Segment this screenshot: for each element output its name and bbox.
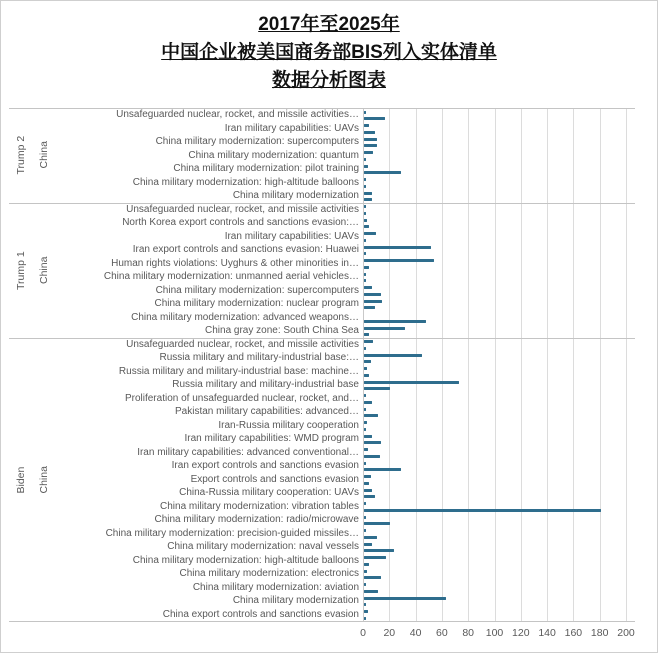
bar: [364, 583, 366, 586]
bar: [364, 266, 369, 269]
gridline: [626, 108, 627, 621]
x-tick-label: 120: [512, 627, 530, 639]
bar: [364, 286, 372, 289]
x-tick-label: 80: [462, 627, 475, 639]
bar: [364, 462, 366, 465]
bar: [364, 421, 367, 424]
group-president-label: Biden: [15, 465, 27, 493]
bar: [364, 293, 381, 296]
bar: [364, 536, 377, 539]
bar: [364, 408, 366, 411]
bar: [364, 495, 375, 498]
gridline: [600, 108, 601, 621]
gridline: [521, 108, 522, 621]
category-label: Proliferation of unsafeguarded nuclear, rocket, and…: [124, 392, 359, 404]
bar: [364, 509, 601, 512]
group-country-label: China: [38, 141, 50, 169]
bar: [364, 360, 371, 363]
category-label: Russia military and military-industrial base: [172, 379, 359, 390]
bar: [364, 340, 373, 343]
gridline: [495, 108, 496, 621]
bar: [364, 279, 366, 282]
x-tick-label: 60: [436, 627, 448, 639]
category-label: Iran military capabilities: advanced conventional…: [137, 446, 359, 458]
category-label: China military modernization: [232, 190, 359, 201]
bar: [364, 435, 372, 438]
bar: [364, 489, 372, 492]
category-label: China military modernization: nuclear program: [154, 298, 359, 309]
x-tick-label: 180: [590, 627, 609, 639]
category-label: Iran export controls and sanctions evasion: Huawei: [132, 244, 359, 255]
bar: [364, 522, 390, 525]
bar: [364, 239, 366, 242]
bar: [364, 252, 366, 255]
bar: [364, 387, 390, 390]
bar: [364, 354, 422, 357]
bar: [364, 468, 401, 471]
category-label: China military modernization: unmanned aerial vehicles…: [103, 271, 359, 282]
bar: [364, 246, 431, 249]
bar: [364, 428, 366, 431]
category-label: Iran export controls and sanctions evasion: [171, 460, 359, 471]
bar: [364, 556, 386, 559]
gridline: [416, 108, 417, 621]
bar: [364, 138, 377, 141]
category-label: China military modernization: quantum: [188, 149, 359, 161]
category-label: Iran-Russia military cooperation: [218, 419, 359, 431]
category-label: Unsafeguarded nuclear, rocket, and missile activities: [126, 338, 359, 350]
bar: [364, 610, 368, 613]
category-label: China military modernization: precision-guided missiles…: [105, 527, 359, 539]
x-tick-label: 20: [383, 627, 396, 639]
bar: [364, 617, 366, 620]
category-label: China military modernization: radio/microwave: [154, 514, 359, 525]
group-country-label: China: [38, 465, 50, 493]
bar: [364, 273, 366, 276]
bar: [364, 117, 385, 120]
bar: [364, 124, 369, 127]
bar: [364, 232, 376, 235]
bar: [364, 347, 366, 350]
category-label: China military modernization: vibration tables: [160, 500, 359, 512]
bar: [364, 394, 366, 397]
bar: [364, 300, 382, 303]
category-label: North Korea export controls and sanctions evasion:…: [122, 217, 359, 228]
x-tick-label: 100: [485, 627, 504, 639]
x-tick-label: 200: [617, 627, 635, 639]
bar: [364, 576, 381, 579]
bar: [364, 225, 369, 228]
bar: [364, 597, 446, 600]
x-axis-line: [9, 621, 635, 622]
bar: [364, 455, 380, 458]
x-tick-label: 0: [360, 627, 366, 639]
gridline: [389, 108, 390, 621]
category-label: Russia military and military-industrial base:…: [159, 352, 359, 363]
gridline: [547, 108, 548, 621]
bar: [364, 563, 369, 566]
bar: [364, 333, 369, 336]
bar: [364, 306, 375, 309]
bar: [364, 603, 366, 606]
group-president-label: Trump 2: [15, 135, 27, 175]
x-tick-label: 40: [409, 627, 422, 639]
category-label: China military modernization: high-altitude balloons: [132, 176, 359, 188]
bar: [364, 516, 366, 519]
category-label: China military modernization: electronics: [179, 568, 359, 579]
category-label: Pakistan military capabilities: advanced…: [175, 406, 359, 417]
bar: [364, 374, 369, 377]
bar: [364, 219, 367, 222]
category-label: China gray zone: South China Sea: [205, 325, 359, 336]
bar: [364, 198, 372, 201]
category-label: China military modernization: aviation: [192, 581, 359, 593]
bar: [364, 151, 373, 154]
bar: [364, 441, 381, 444]
bar-chart-plot: [1, 1, 657, 652]
gridline: [468, 108, 469, 621]
category-label: Russia military and military-industrial base: machine…: [118, 365, 359, 377]
x-tick-label: 140: [538, 627, 556, 639]
category-label: China military modernization: advanced weapons…: [131, 311, 359, 323]
bar: [364, 482, 369, 485]
bar: [364, 475, 371, 478]
bar: [364, 414, 378, 417]
bar: [364, 205, 366, 208]
bar: [364, 367, 367, 370]
group-president-label: Trump 1: [15, 250, 27, 290]
category-label: Unsafeguarded nuclear, rocket, and missile activities: [126, 203, 359, 215]
chart-title-line-3: 数据分析图表: [271, 70, 386, 91]
bar: [364, 192, 372, 195]
bar: [364, 327, 405, 330]
bar: [364, 165, 368, 168]
bar: [364, 381, 459, 384]
chart-title-line-2: 中国企业被美国商务部BIS列入实体清单: [161, 42, 497, 63]
category-label: China military modernization: naval vessels: [167, 541, 359, 552]
gridline: [442, 108, 443, 621]
bar: [364, 158, 366, 161]
category-label: China military modernization: supercomputers: [155, 284, 359, 296]
category-label: Human rights violations: Uyghurs & other minorities in…: [111, 257, 359, 269]
chart-title-line-1: 2017年至2025年: [258, 14, 400, 35]
category-label: China export controls and sanctions evasion: [162, 608, 359, 620]
category-label: China military modernization: supercomputers: [155, 136, 359, 147]
category-label: Iran military capabilities: WMD program: [184, 433, 359, 444]
bar: [364, 549, 394, 552]
bar: [364, 144, 377, 147]
category-label: Export controls and sanctions evasion: [190, 473, 359, 485]
bar: [364, 543, 372, 546]
group-country-label: China: [38, 256, 50, 284]
bar: [364, 401, 372, 404]
category-label: China military modernization: [232, 595, 359, 606]
bar: [364, 185, 366, 188]
category-label: China military modernization: pilot training: [173, 163, 359, 174]
category-label: Unsafeguarded nuclear, rocket, and missile activities…: [116, 109, 359, 120]
gridline: [573, 108, 574, 621]
bar: [364, 448, 368, 451]
bar: [364, 259, 434, 262]
bar: [364, 178, 366, 181]
bar: [364, 502, 366, 505]
category-label: Iran military capabilities: UAVs: [224, 230, 359, 242]
bar: [364, 212, 366, 215]
category-label: Iran military capabilities: UAVs: [224, 122, 359, 134]
bar: [364, 590, 378, 593]
x-tick-label: 160: [564, 627, 583, 639]
bar: [364, 171, 401, 174]
bar: [364, 529, 366, 532]
category-label: China military modernization: high-altitude balloons: [132, 554, 359, 566]
bar: [364, 131, 375, 134]
bar: [364, 570, 367, 573]
bar: [364, 320, 426, 323]
category-label: China-Russia military cooperation: UAVs: [179, 487, 359, 498]
bar: [364, 111, 366, 114]
